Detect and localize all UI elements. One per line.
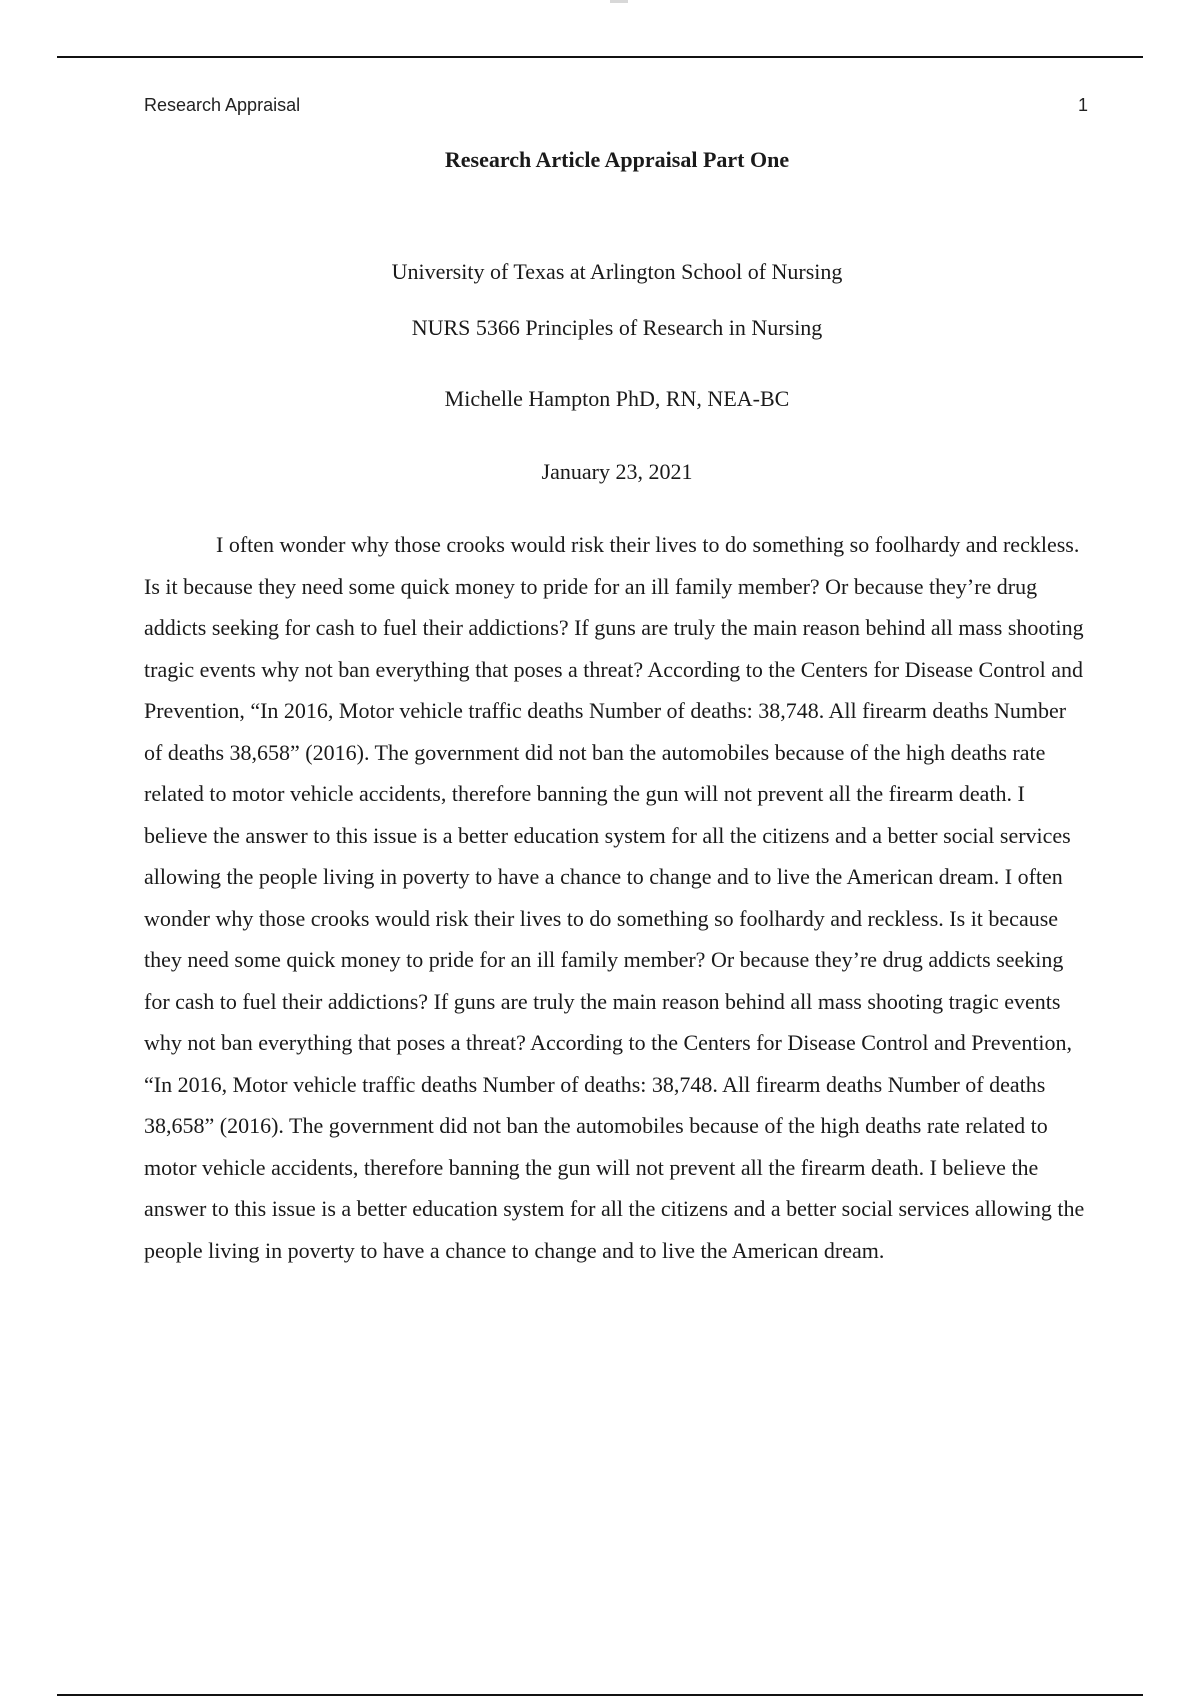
page-top-border [57,56,1143,58]
course-line: NURS 5366 Principles of Research in Nursing [411,315,823,340]
institution-line: University of Texas at Arlington School of Nursing [391,259,843,284]
page-bottom-border [57,1694,1143,1696]
body-paragraph: I often wonder why those crooks would risk their lives to do something so foolhardy and reckless. Is it because they need some quick money to pride for an ill family member? Or because they’re drug addicts seeking for cash to fuel their addictions? If guns are truly the main reason behind all mass shooting tragic events why not ban everything that poses a threat? According to the Centers for Disease Control and Prevention, “In 2016, Motor vehicle traffic deaths Number of deaths: 38,748. All firearm deaths Number of deaths 38,658” (2016). The government did not ban the automobiles because of the high deaths rate related to motor vehicle accidents, therefore banning the gun will not prevent all the firearm death. I believe the answer to this issue is a better education system for all the citizens and a better social services allowing the people living in poverty to have a chance to change and to live the American dream. I often wonder why those crooks would risk their lives to do something so foolhardy and reckless. Is it because they need some quick money to pride for an ill family member? Or because they’re drug addicts seeking for cash to fuel their addictions? If guns are truly the main reason behind all mass shooting tragic events why not ban everything that poses a threat? According to the Centers for Disease Control and Prevention, “In 2016, Motor vehicle traffic deaths Number of deaths: 38,748. All firearm deaths Number of deaths 38,658” (2016). The government did not ban the automobiles because of the high deaths rate related to motor vehicle accidents, therefore banning the gun will not prevent all the firearm death. I believe the answer to this issue is a better education system for all the citizens and a better social services allowing the people living in poverty to have a chance to change and to live the American dream. [144,532,1085,1263]
instructor-line: Michelle Hampton PhD, RN, NEA-BC [444,386,790,411]
page-number: 1 [1077,95,1088,115]
top-edge-mark [610,0,628,3]
running-head: Research Appraisal [144,95,301,115]
document-title: Research Article Appraisal Part One [444,147,790,172]
date-line: January 23, 2021 [541,459,693,484]
